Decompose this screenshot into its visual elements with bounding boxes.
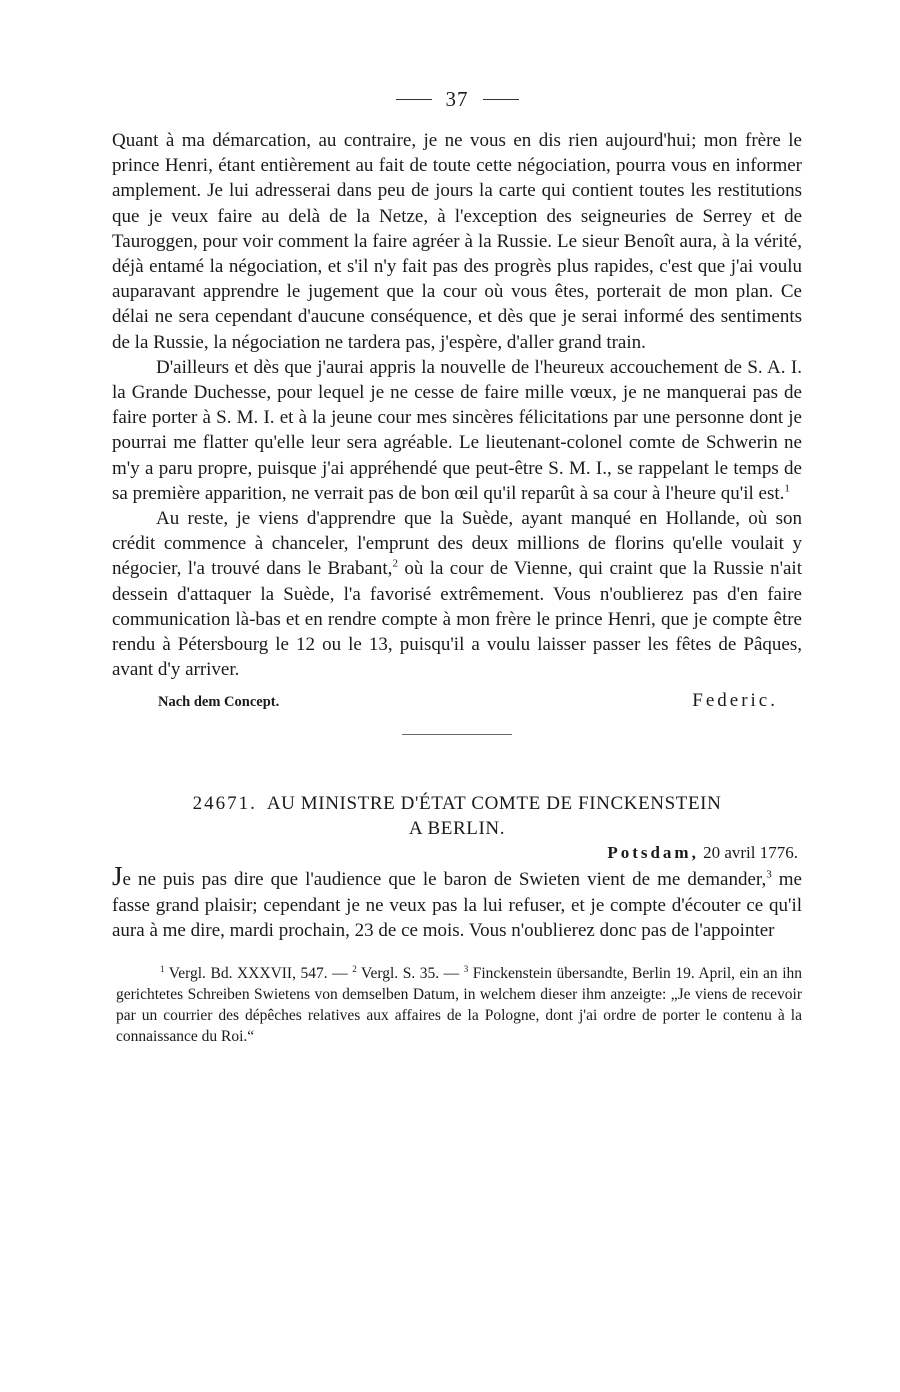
paragraph-3-text-a: Au reste, je viens d'apprendre que la Suède, ayant manqué en Hollande, où son crédit commence à chanceler, l'emprunt des deux millions de florins qu'elle voulait y négocier, l'a trouvé dans le Brabant,	[112, 508, 802, 580]
page-header	[112, 84, 802, 114]
footnotes	[112, 963, 802, 1047]
footnote-text-1: Vergl. Bd. XXXVII, 547. —	[164, 965, 353, 983]
dateline-place: Potsdam,	[607, 843, 699, 863]
letter-body-text-b: me fasse grand plaisir; cependant je ne veux pas la lui refuser, et je compte d'écouter ce qu'il aura à me dire, mardi prochain, 23 de ce mois. Vous n'oublierez donc pas de l'appointer	[112, 869, 802, 941]
page-number: 37	[445, 86, 469, 111]
book-page	[112, 84, 802, 1047]
paragraph-3	[112, 506, 802, 682]
footnote-block	[116, 963, 802, 1047]
letter-body	[112, 861, 802, 943]
footnote-mark-3: 3	[463, 963, 469, 974]
footnote-text-3: Finckenstein übersandte, Berlin 19. April, ein an ihn gerichtetes Schreiben Swietens von demselben Datum, in welchem dieser ihm anzeigte: „Je viens de recevoir par un courrier des dépêches relatives aux affaires de la Pologne, dont j'ai ordre de porter le contenu à la connaissance du Roi.“	[116, 965, 803, 1046]
footnote-ref-1: 1	[784, 482, 790, 495]
letter-number: 24671.	[192, 793, 257, 815]
dateline-date: 20 avril 1776.	[703, 843, 798, 863]
source-note: Nach dem Concept.	[158, 694, 280, 711]
header-rule-right	[483, 99, 519, 100]
letter-heading-line-1	[112, 791, 802, 816]
section-separator	[402, 734, 512, 735]
paragraph-2	[112, 355, 802, 506]
footnote-ref-3: 3	[766, 869, 772, 882]
letter-body-text-a: e ne puis pas dire que l'audience que le baron de Swieten vient de me demander,	[122, 869, 767, 891]
header-rule-left	[396, 99, 432, 100]
paragraph-2-text: D'ailleurs et dès que j'aurai appris la nouvelle de l'heureux accouchement de S. A. I. la Grande Duchesse, pour lequel je ne cesse de faire mille vœux, je ne manquerai pas de faire porter à S. M. I. et à la jeune cour mes sincères félicitations par une personne dont je pourrai me flatter qu'elle leur sera agréable. Le lieutenant-colonel comte de Schwerin ne m'y a paru propre, puisque j'ai appréhendé que peut-être S. M. I., se rappelant le temps de sa première apparition, ne verrait pas de bon œil qu'il reparût à sa cour à l'heure qu'il est.	[112, 356, 802, 504]
footnote-mark-2: 2	[352, 963, 357, 974]
signature: Federic.	[692, 690, 778, 712]
drop-cap: J	[112, 861, 123, 892]
paragraph-3-text-b: où la cour de Vienne, qui craint que la Russie n'ait dessein d'attaquer la Suède, l'a favorisé extrêmement. Vous n'oublierez pas d'en faire communication là-bas et en rendre compte à mon frère le prince Henri, que je compte être rendu à Pétersbourg le 12 ou le 13, puisqu'il a voulu laisser passer les fêtes de Pâques, avant d'y arriver.	[112, 558, 802, 681]
letter-heading-line-2: A BERLIN.	[408, 818, 506, 840]
footnote-text-2: Vergl. S. 35. —	[356, 965, 464, 983]
footnote-mark-1: 1	[160, 963, 165, 974]
letter-recipient: AU MINISTRE D'ÉTAT COMTE DE FINCKENSTEIN	[266, 793, 722, 815]
footnote-ref-2: 2	[392, 558, 398, 571]
signature-row	[112, 690, 802, 712]
paragraph-1: Quant à ma démarcation, au contraire, je ne vous en dis rien aujourd'hui; mon frère le prince Henri, étant entièrement au fait de toute cette négociation, pourra vous en informer amplement. Je lui adresserai dans peu de jours la carte qui contient toutes les restitutions que je veux faire au delà de la Netze, à l'exception des seigneuries de Serrey et de Tauroggen, pour voir comment la faire agréer à la Russie. Le sieur Benoît aura, à la vérité, déjà entamé la négociation, et s'il n'y fait pas des progrès plus rapides, c'est que j'ai voulu auparavant apprendre le jugement que la cour où vous êtes, porterait de mon plan. Ce délai ne sera cependant d'aucune conséquence, et dès que je serai informé des sentiments de la Russie, la négociation ne tardera pas, j'espère, d'aller grand train.	[112, 130, 802, 353]
dateline	[112, 843, 802, 863]
letter-heading	[112, 791, 802, 841]
